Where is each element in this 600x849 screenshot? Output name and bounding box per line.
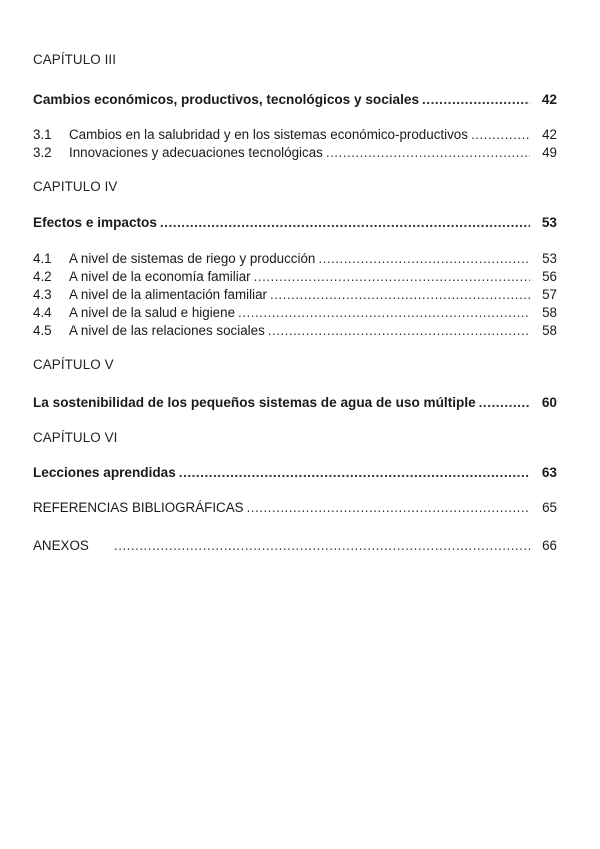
entry-page: 65 [542, 500, 557, 515]
toc-chapter-entry [33, 215, 557, 231]
entry-number: 4.4 [33, 305, 52, 320]
entry-title: A nivel de la alimentación familiar [69, 287, 267, 302]
chapter-heading: CAPÍTULO III [33, 52, 117, 67]
entry-number: 4.3 [33, 287, 52, 302]
entry-page: 66 [542, 538, 557, 553]
entry-page: 56 [542, 269, 557, 284]
toc-entry [33, 323, 557, 339]
entry-title: Lecciones aprendidas [33, 465, 176, 480]
entry-number: 4.5 [33, 323, 52, 338]
dot-leader [268, 323, 530, 339]
dot-leader [422, 92, 530, 108]
toc-chapter-entry [33, 92, 557, 108]
toc-entry [33, 145, 557, 161]
toc-chapter-entry [33, 465, 557, 481]
toc-entry [33, 287, 557, 303]
entry-page: 53 [542, 251, 557, 266]
entry-title: Cambios en la salubridad y en los sistemas económico-productivos [69, 127, 468, 142]
toc-entry-references [33, 500, 557, 516]
chapter-heading: CAPÍTULO V [33, 357, 114, 372]
entry-page: 49 [542, 145, 557, 160]
entry-title: La sostenibilidad de los pequeños sistemas de agua de uso múltiple [33, 395, 476, 410]
entry-page: 60 [541, 395, 557, 410]
entry-number: 3.2 [33, 145, 52, 160]
entry-title: REFERENCIAS BIBLIOGRÁFICAS [33, 500, 244, 515]
entry-title: A nivel de la salud e higiene [69, 305, 236, 320]
entry-title: A nivel de sistemas de riego y producción [69, 251, 316, 266]
dot-leader [326, 145, 530, 161]
entry-title: A nivel de las relaciones sociales [69, 323, 265, 338]
dot-leader [318, 251, 530, 267]
entry-page: 58 [542, 305, 557, 320]
chapter-heading: CAPÍTULO VI [33, 430, 118, 445]
entry-page: 42 [542, 127, 557, 142]
dot-leader [270, 287, 530, 303]
toc-entry [33, 269, 557, 285]
dot-leader [254, 269, 530, 285]
dot-leader [238, 305, 530, 321]
entry-title: Cambios económicos, productivos, tecnológicos y sociales [33, 92, 420, 107]
dot-leader [179, 465, 530, 481]
dot-leader [479, 395, 530, 411]
entry-page: 42 [541, 92, 557, 107]
entry-title: A nivel de la economía familiar [69, 269, 251, 284]
entry-title: Innovaciones y adecuaciones tecnológicas [69, 145, 323, 160]
entry-title: Efectos e impactos [33, 215, 157, 230]
dot-leader [247, 500, 530, 516]
entry-title: ANEXOS [33, 538, 89, 553]
toc-entry-annexes [33, 538, 557, 554]
entry-page: 63 [541, 465, 557, 480]
entry-number: 4.1 [33, 251, 52, 266]
dot-leader [114, 538, 530, 554]
toc-entry [33, 305, 557, 321]
entry-number: 3.1 [33, 127, 52, 142]
entry-page: 57 [542, 287, 557, 302]
toc-chapter-entry [33, 395, 557, 411]
entry-page: 53 [541, 215, 557, 230]
chapter-heading: CAPITULO IV [33, 179, 118, 194]
dot-leader [160, 215, 530, 231]
dot-leader [471, 127, 530, 143]
entry-page: 58 [542, 323, 557, 338]
toc-entry [33, 251, 557, 267]
entry-number: 4.2 [33, 269, 52, 284]
toc-entry [33, 127, 557, 143]
